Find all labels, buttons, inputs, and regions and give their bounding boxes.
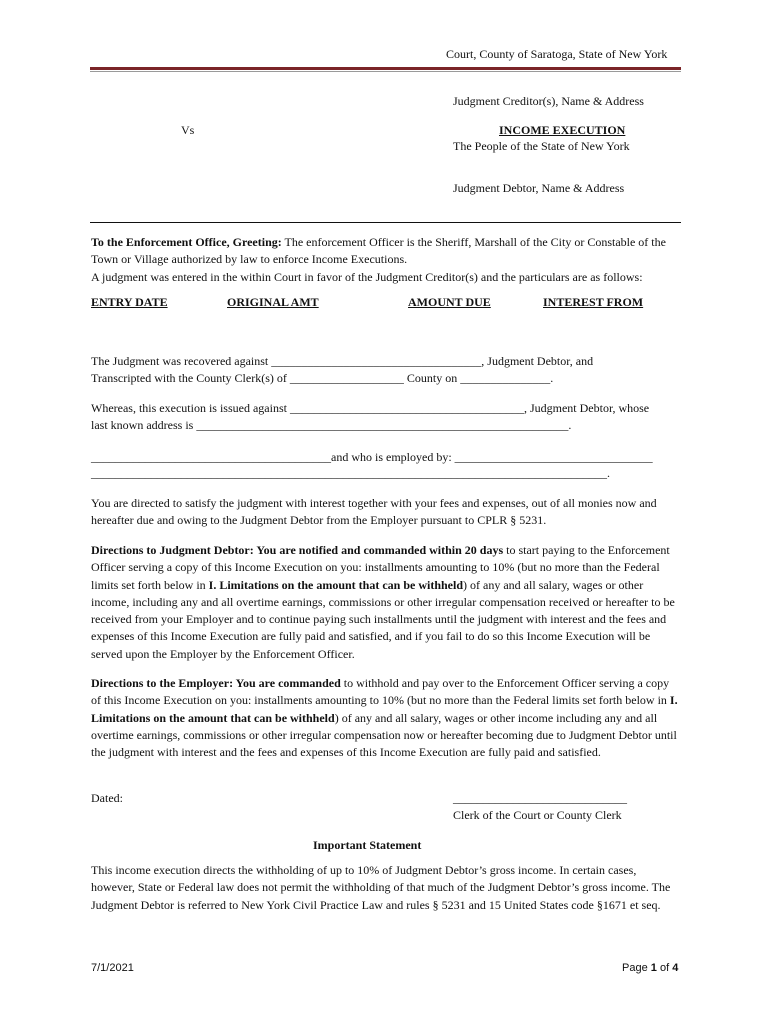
signature-line: _____________________________	[453, 791, 627, 805]
directions-debtor-limits: I. Limitations on the amount that can be withheld	[208, 577, 464, 592]
col-interest-from: INTEREST FROM	[543, 295, 644, 309]
directions-employer-paragraph	[91, 675, 681, 761]
employed-line2: ______________________________________________________________________________________.	[91, 466, 610, 480]
directions-employer-text1: to withhold and pay over to the Enforcement Officer serving a copy of this Income Execution on you: installments amounting to 10% (but no more than the Federal limits set forth below in	[91, 676, 670, 708]
footer-page-current: 1	[650, 962, 657, 974]
caption-divider	[90, 222, 681, 223]
greeting-text: The enforcement Officer is the Sheriff, Marshall of the City or Constable of the Town or Village authorized by law to enforce Income Executions.	[91, 235, 666, 267]
directions-debtor-text2: ) of any and all salary, wages or other income, including any and all overtime earnings, commissions or other irregular compensation received or hereafter to be received from your Employer and to continue paying such installments until the judgment with interest and the fees and expenses of this Income Execution are fully paid and satisfied, and if you fail to do so this Income Execution will be served upon the Employer by the Enforcement Officer.	[91, 577, 675, 661]
footer-page-number	[622, 962, 678, 974]
directed-paragraph: You are directed to satisfy the judgment with interest together with your fees and expenses, out of all monies now and hereafter due and owing to the Judgment Debtor from the Employer pursuant to CPLR § 5231.	[91, 496, 657, 528]
dated-label: Dated:	[91, 791, 123, 805]
important-paragraph: This income execution directs the withholding of up to 10% of Judgment Debtor’s gross income. In certain cases, however, State or Federal law does not permit the withholding of that much of the Judgment Debtor’s gross income. The Judgment Debtor is referred to New York Civil Practice Law and rules § 5231 and 15 United States code §1671 et seq.	[91, 863, 671, 912]
col-amount-due: AMOUNT DUE	[408, 295, 491, 309]
whereas-line1: Whereas, this execution is issued against _______________________________________, Judgment Debtor, whose	[91, 401, 650, 415]
document-title: INCOME EXECUTION	[499, 123, 626, 137]
directions-employer-limits: I. Limitations on the amount that can be withheld	[91, 693, 678, 725]
footer-of-label: of	[659, 962, 670, 974]
people-label: The People of the State of New York	[453, 139, 630, 153]
directions-employer-lead: Directions to the Employer:	[91, 676, 234, 690]
recovered-line1: The Judgment was recovered against ___________________________________, Judgment Debtor, and	[91, 354, 594, 368]
recovered-line2: Transcripted with the County Clerk(s) of ___________________ County on _______________.	[91, 371, 554, 385]
directions-debtor-lead: Directions to Judgment Debtor:	[91, 543, 254, 557]
court-header: Court, County of Saratoga, State of New York	[446, 47, 668, 61]
col-entry-date: ENTRY DATE	[91, 295, 168, 309]
directions-debtor-text1: to start paying to the Enforcement Officer serving a copy of this Income Execution on you: installments amounting to 10% (but no more than the Federal limits set forth below in	[91, 543, 670, 592]
directions-debtor-command: You are notified and commanded within 20 days	[253, 543, 504, 557]
clerk-label: Clerk of the Court or County Clerk	[453, 808, 622, 822]
directions-employer-text2: ) of any and all salary, wages or other income including any and all overtime earnings, commissions or other irregular compensation now or hereafter becoming due to Judgment Debtor until the judgment with interest and the fees and expenses of this Income Execution are fully paid and satisfied.	[91, 710, 677, 760]
greeting-line2: A judgment was entered in the within Court in favor of the Judgment Creditor(s) and the particulars are as follows:	[91, 269, 643, 284]
employed-line1: ________________________________________and who is employed by: _________________________________	[91, 450, 653, 464]
debtor-label: Judgment Debtor, Name & Address	[453, 181, 625, 195]
footer-page-label: Page	[622, 962, 648, 974]
vs-label: Vs	[181, 123, 195, 137]
footer-page-total: 4	[672, 962, 679, 974]
header-rule-gray	[90, 71, 681, 72]
whereas-line2: last known address is ______________________________________________________________.	[91, 418, 572, 432]
header-rule-maroon	[90, 67, 681, 70]
greeting-lead: To the Enforcement Office, Greeting:	[91, 235, 282, 249]
creditor-label: Judgment Creditor(s), Name & Address	[453, 94, 644, 108]
important-heading: Important Statement	[313, 838, 422, 852]
directions-employer-command: You are commanded	[233, 676, 341, 690]
col-original-amt: ORIGINAL AMT	[227, 295, 319, 309]
footer-date: 7/1/2021	[91, 962, 134, 974]
directions-debtor-paragraph	[91, 542, 681, 663]
greeting-paragraph	[91, 234, 681, 286]
